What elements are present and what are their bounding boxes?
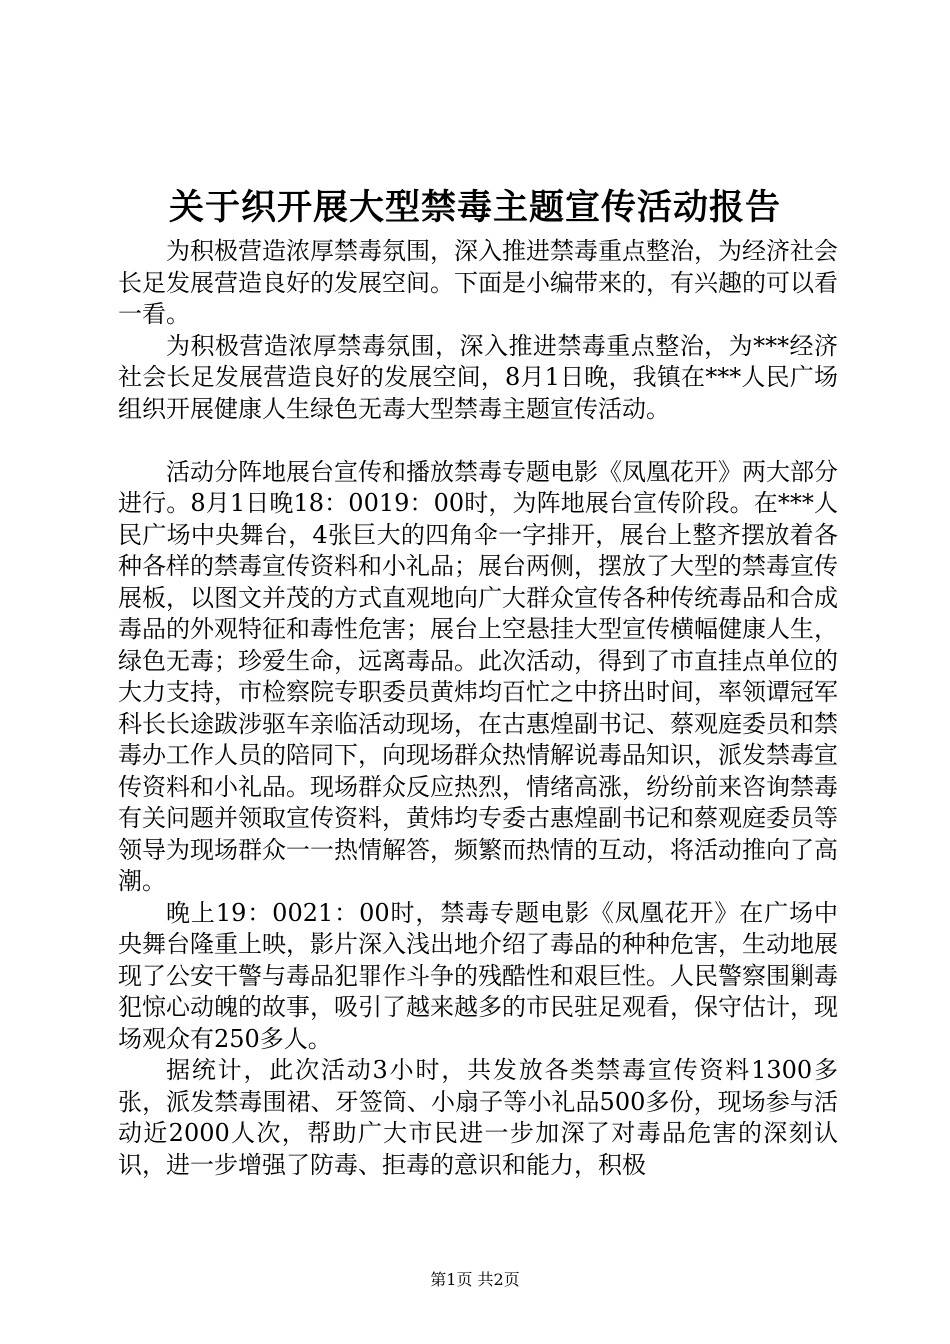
page-number-footer: 第1页 共2页	[430, 1270, 520, 1289]
document-title: 关于织开展大型禁毒主题宣传活动报告	[168, 187, 781, 228]
paragraph-overview: 为积极营造浓厚禁毒氛围，深入推进禁毒重点整治，为***经济社会长足发展营造良好的发展空间，8月1日晚，我镇在***人民广场组织开展健康人生绿色无毒大型禁毒主题宣传活动。	[118, 331, 838, 423]
paragraph-intro: 为积极营造浓厚禁毒氛围，深入推进禁毒重点整治，为经济社会长足发展营造良好的发展空间。下面是小编带来的，有兴趣的可以看一看。	[118, 237, 838, 328]
paragraph-activity-details: 活动分阵地展台宣传和播放禁毒专题电影《凤凰花开》两大部分进行。8月1日晚18：0019：00时，为阵地展台宣传阶段。在***人民广场中央舞台，4张巨大的四角伞一字排开，展台上整齐摆放着各种各样的禁毒宣传资料和小礼品；展台两侧，摆放了大型的禁毒宣传展板，以图文并茂的方式直观地向广大群众宣传各种传统毒品和合成毒品的外观特征和毒性危害；展台上空悬挂大型宣传横幅健康人生，绿色无毒；珍爱生命，远离毒品。此次活动，得到了市直挂点单位的大力支持，市检察院专职委员黄炜均百忙之中挤出时间，率领谭冠军科长长途跋涉驱车亲临活动现场，在古惠煌副书记、蔡观庭委员和禁毒办工作人员的陪同下，向现场群众热情解说毒品知识，派发禁毒宣传资料和小礼品。现场群众反应热烈，情绪高涨，纷纷前来咨询禁毒有关问题并领取宣传资料，黄炜均专委古惠煌副书记和蔡观庭委员等领导为现场群众一一热情解答，频繁而热情的互动，将活动推向了高潮。	[118, 457, 838, 895]
paragraph-film-screening: 晚上19：0021：00时，禁毒专题电影《凤凰花开》在广场中央舞台隆重上映，影片深入浅出地介绍了毒品的种种危害，生动地展现了公安干警与毒品犯罪作斗争的残酷性和艰巨性。人民警察围剿毒犯惊心动魄的故事，吸引了越来越多的市民驻足观看，保守估计，现场观众有250多人。	[118, 898, 838, 1053]
paragraph-statistics: 据统计，此次活动3小时，共发放各类禁毒宣传资料1300多张，派发禁毒围裙、牙签筒、小扇子等小礼品500多份，现场参与活动近2000人次，帮助广大市民进一步加深了对毒品危害的深刻认识，进一步增强了防毒、拒毒的意识和能力，积极	[118, 1056, 838, 1179]
document-body	[118, 236, 838, 1181]
paragraph-spacer	[118, 425, 838, 457]
